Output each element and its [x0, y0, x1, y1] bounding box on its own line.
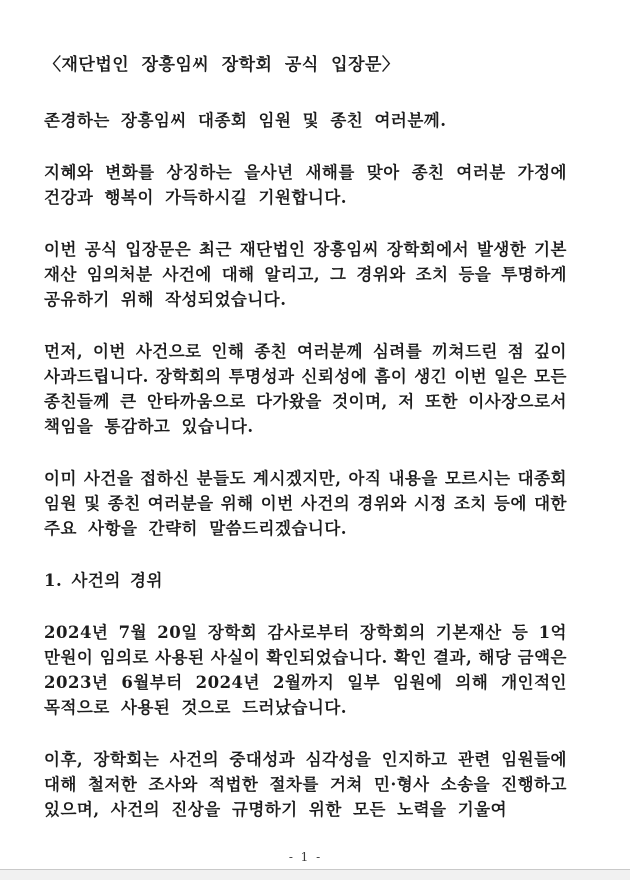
text-line: 재산 임의처분 사건에 대해 알리고, 그 경위와 조치 등을 투명하게 [44, 265, 567, 284]
page-number: - 1 - [288, 850, 323, 864]
text-line: 2023년 6월부터 2024년 2월까지 일부 임원에 의해 개인적인 [44, 673, 567, 692]
text-line: 책임을 통감하고 있습니다. [44, 417, 254, 436]
text-line: 먼저, 이번 사건으로 인해 종친 여러분께 심려를 끼쳐드린 점 깊이 [44, 342, 567, 361]
text-line: 만원이 임의로 사용된 사실이 확인되었습니다. 확인 결과, 해당 금액은 [44, 648, 567, 667]
text-line: 건강과 행복이 가득하시길 기원합니다. [44, 188, 348, 207]
paragraph [44, 108, 567, 133]
text-line: 이후, 장학회는 사건의 중대성과 심각성을 인지하고 관련 임원들에 [44, 750, 567, 769]
text-line: 대해 철저한 조사와 적법한 절차를 거쳐 민·형사 소송을 진행하고 [44, 775, 567, 794]
paragraph [44, 160, 567, 210]
text-line: 존경하는 장흥임씨 대종회 임원 및 종친 여러분께. [44, 111, 447, 130]
section-heading [44, 568, 567, 593]
text-line: 2024년 7월 20일 장학회 감사로부터 장학회의 기본재산 등 1억 [44, 623, 567, 642]
text-line: 지혜와 변화를 상징하는 을사년 새해를 맞아 종친 여러분 가정에 [44, 163, 567, 182]
paragraph [44, 339, 567, 439]
text-line: 공유하기 위해 작성되었습니다. [44, 290, 287, 309]
text-line: 이번 공식 입장문은 최근 재단법인 장흥임씨 장학회에서 발생한 기본 [44, 240, 567, 259]
text-line: 있으며, 사건의 진상을 규명하기 위한 모든 노력을 기울여 [44, 800, 508, 819]
text-line: 사과드립니다. 장학회의 투명성과 신뢰성에 흠이 생긴 이번 일은 모든 [44, 367, 567, 386]
text-line: 이미 사건을 접하신 분들도 계시겠지만, 아직 내용을 모르시는 대종회 [44, 469, 567, 488]
paragraph [44, 466, 567, 541]
document-title: 〈재단법인 장흥임씨 장학회 공식 입장문〉 [44, 55, 400, 75]
text-line: 목적으로 사용된 것으로 드러났습니다. [44, 698, 348, 717]
paragraph [44, 747, 567, 822]
paragraph [44, 237, 567, 312]
text-line: 임원 및 종친 여러분을 위해 이번 사건의 경위와 시정 조치 등에 대한 [44, 494, 567, 513]
text-line: 1. 사건의 경위 [44, 571, 163, 590]
page-boundary-gap [0, 870, 630, 879]
paragraph [44, 620, 567, 720]
text-line: 주요 사항을 간략히 말씀드리겠습니다. [44, 519, 348, 538]
document-body [44, 108, 567, 822]
text-line: 종친들께 큰 안타까움으로 다가왔을 것이며, 저 또한 이사장으로서 [44, 392, 567, 411]
